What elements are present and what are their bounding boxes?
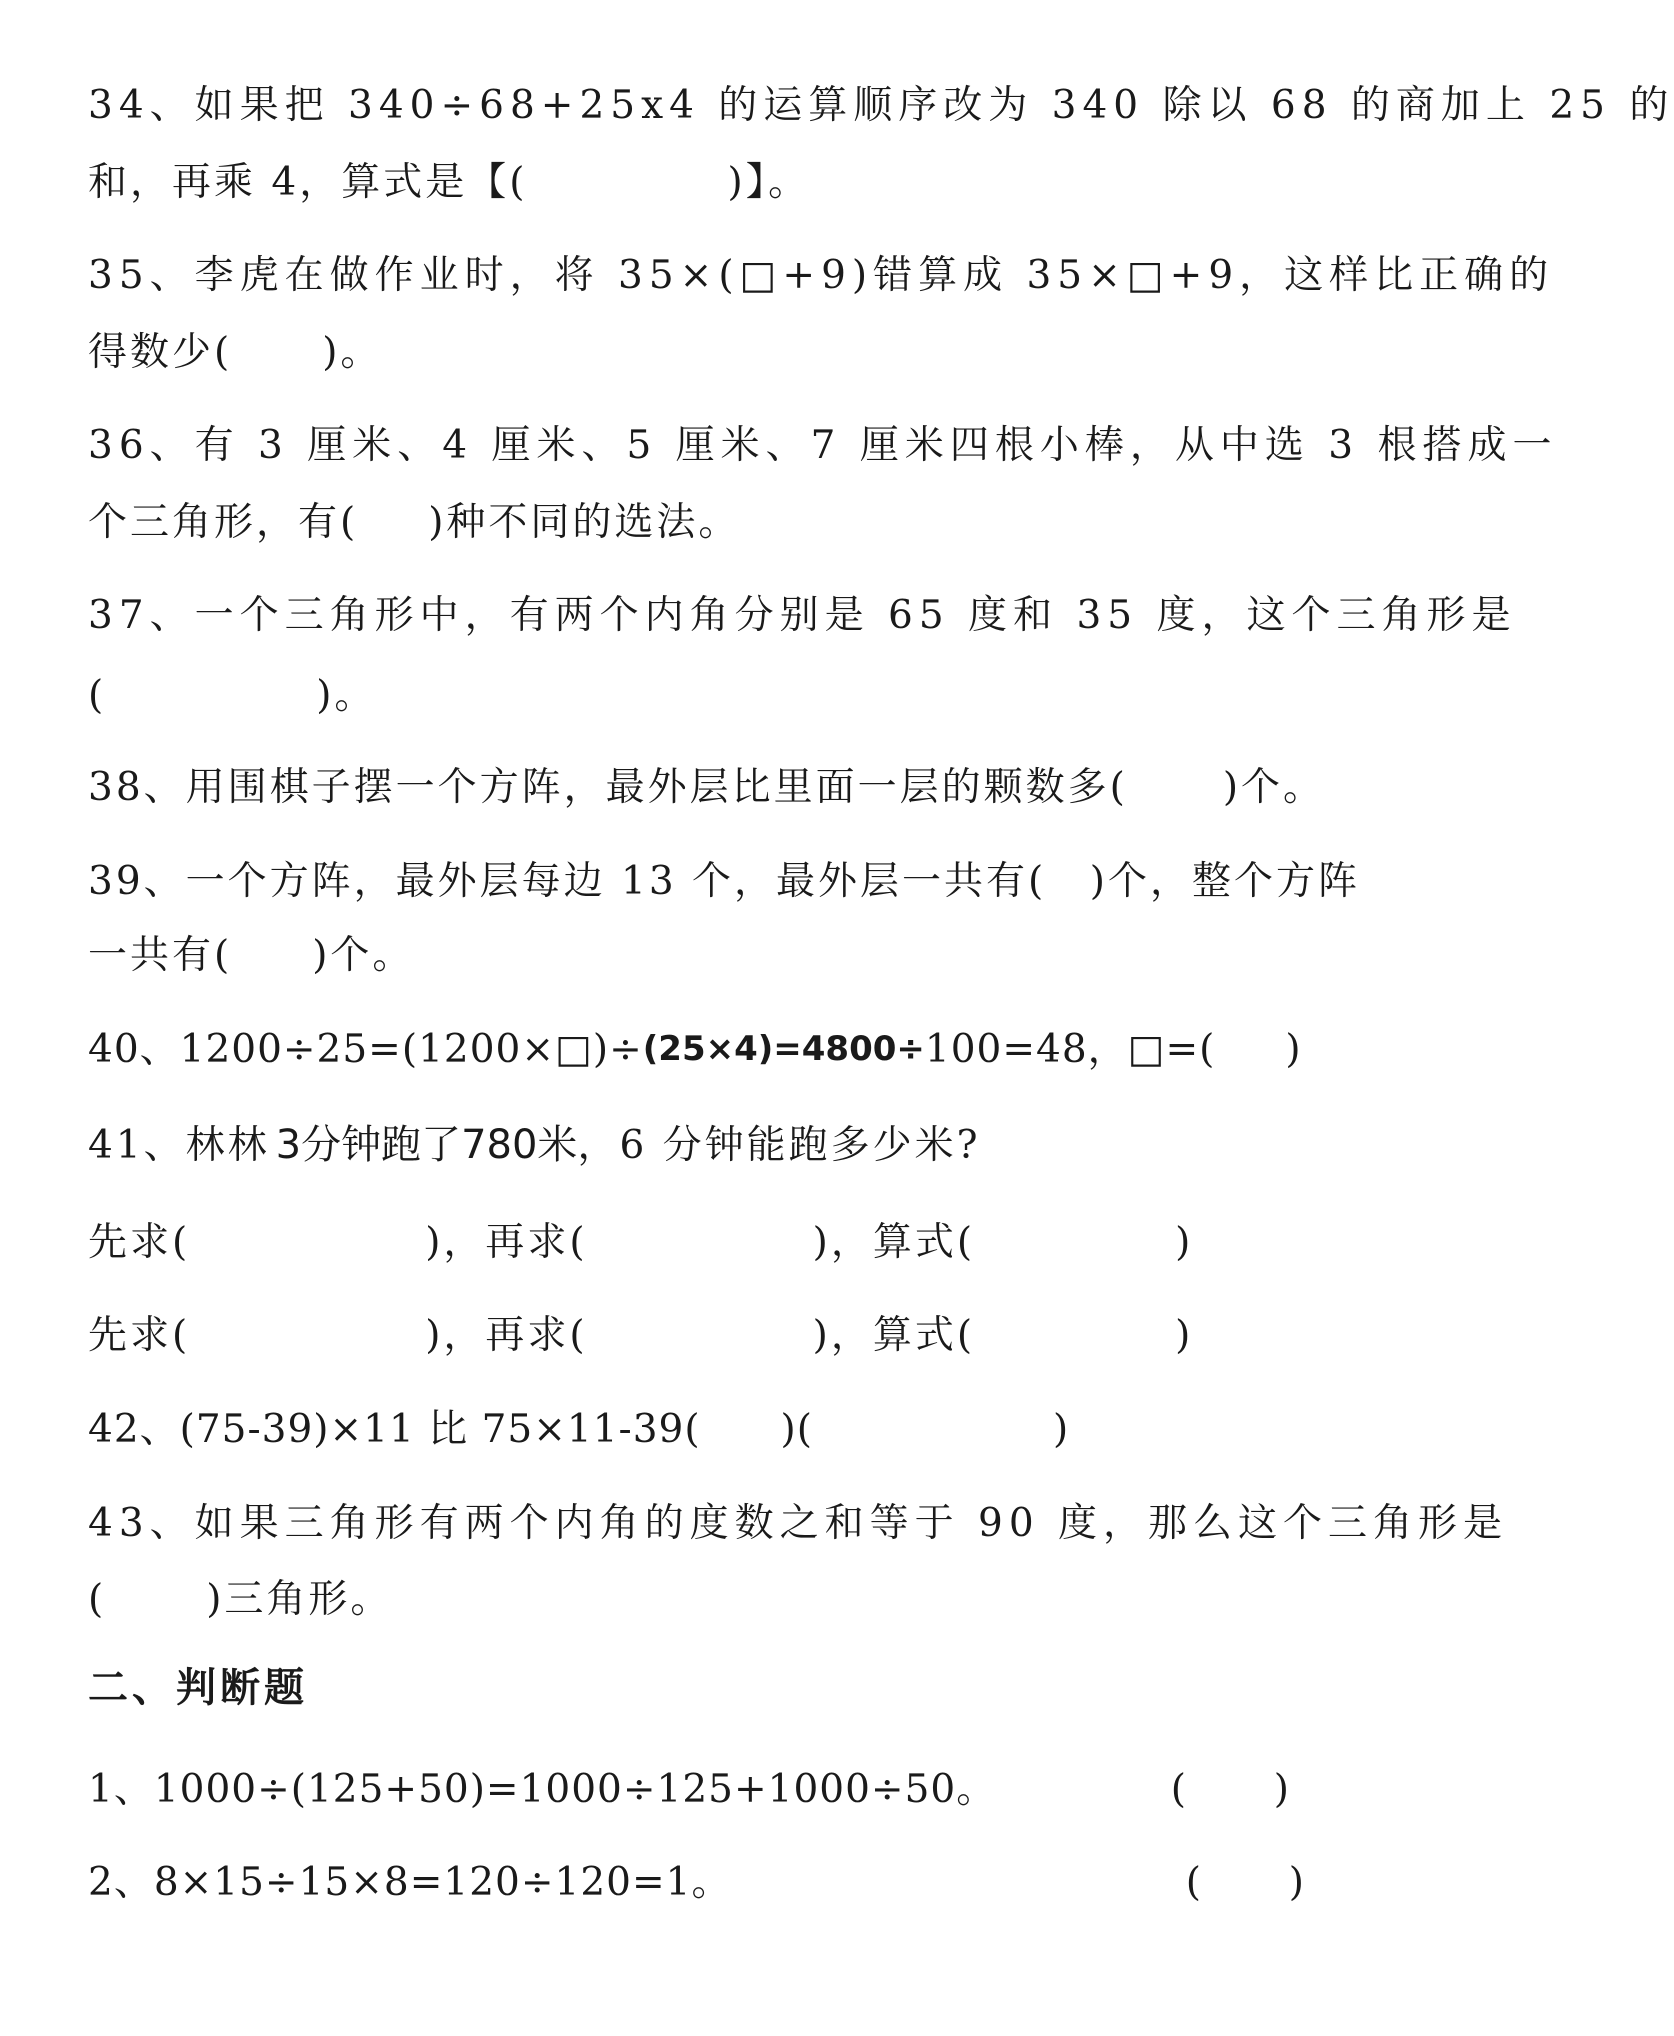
row2-formula-label: )，算式(: [812, 1312, 976, 1358]
question-39-text-c: 一共有(: [88, 932, 233, 978]
question-39-text-d: )个。: [312, 932, 415, 978]
question-41-middle: 3分钟跑了780米: [275, 1122, 578, 1168]
question-37-text-b: )。: [316, 672, 377, 718]
row1-first-label: 先求(: [88, 1219, 191, 1265]
question-36-text-a: 个三角形，有(: [88, 499, 359, 545]
row2-end: ): [1175, 1312, 1194, 1358]
tf2-answer-box[interactable]: [1185, 1859, 1305, 1905]
question-40-text-b: (25×4)=4800÷: [642, 1029, 925, 1069]
row2-then-label: )，再求(: [425, 1312, 588, 1358]
question-35-text-b: )。: [322, 329, 383, 375]
question-36-text: 36、有 3 厘米、4 厘米、5 厘米、7 厘米四根小棒，从中选 3 根搭成一: [88, 422, 1558, 468]
question-36-line-1: [88, 418, 1558, 472]
question-34-text-b: )】。: [727, 159, 811, 205]
true-false-item-1: [88, 1762, 1360, 1816]
question-41-suffix: ，6 分钟能跑多少米?: [577, 1122, 981, 1168]
question-35-text-a: 得数少(: [88, 329, 233, 375]
question-37-line-1: [88, 588, 1517, 642]
question-39-line-1: [88, 854, 1360, 908]
question-43-text-a: (: [88, 1576, 107, 1622]
tf2-statement: 2、8×15÷15×8=120÷120=1。: [88, 1859, 732, 1905]
tf2-paren-close: ): [1288, 1859, 1305, 1905]
question-34-line-1: [88, 78, 1674, 132]
question-41-line: [88, 1118, 1360, 1172]
question-35-line-2: [88, 325, 1360, 379]
question-37-text: 37、一个三角形中，有两个内角分别是 65 度和 35 度，这个三角形是: [88, 592, 1517, 638]
question-39-line-2: [88, 928, 1360, 982]
row1-then-label: )，再求(: [425, 1219, 588, 1265]
question-34-text: 34、如果把 340÷68+25x4 的运算顺序改为 340 除以 68 的商加上 25 的: [88, 82, 1674, 128]
tf1-answer-box[interactable]: [1170, 1766, 1290, 1812]
true-false-item-2: [88, 1855, 1360, 1909]
question-42-text-a: 42、(75-39)×11 比 75×11-39(: [88, 1406, 701, 1452]
question-41-row-2: [88, 1308, 1360, 1362]
question-42-line: [88, 1402, 1360, 1456]
question-39-text-a: 39、一个方阵，最外层每边 13 个，最外层一共有(: [88, 858, 1047, 904]
question-38-line-1: [88, 760, 1360, 814]
question-43-line-2: [88, 1572, 1360, 1626]
question-43-text: 43、如果三角形有两个内角的度数之和等于 90 度，那么这个三角形是: [88, 1500, 1509, 1546]
section-heading-true-false: 二、判断题: [88, 1665, 308, 1711]
question-40-text-d: ): [1285, 1026, 1302, 1072]
tf1-paren-open: (: [1170, 1766, 1187, 1812]
question-40-text-c: 100=48，□=(: [924, 1026, 1216, 1072]
question-36-text-b: )种不同的选法。: [428, 499, 741, 545]
row1-formula-label: )，算式(: [812, 1219, 976, 1265]
question-38-text-a: 38、用围棋子摆一个方阵，最外层比里面一层的颗数多(: [88, 764, 1128, 810]
question-34-line-2: [88, 155, 1360, 209]
question-34-text-a: 和，再乘 4，算式是【(: [88, 159, 528, 205]
question-42-text-b: )(: [780, 1406, 813, 1452]
question-40-line: [88, 1022, 1360, 1076]
question-39-text-b: )个，整个方阵: [1089, 858, 1360, 904]
question-43-line-1: [88, 1496, 1509, 1550]
question-41-prefix: 41、林林: [88, 1122, 270, 1168]
question-35-text: 35、李虎在做作业时，将 35×(□+9)错算成 35×□+9，这样比正确的: [88, 252, 1555, 298]
question-41-row-1: [88, 1215, 1360, 1269]
question-38-text-b: )个。: [1222, 764, 1326, 810]
question-36-line-2: [88, 495, 1360, 549]
question-42-text-c: ): [1052, 1406, 1070, 1452]
question-37-line-2: [88, 668, 1360, 722]
tf1-paren-close: ): [1273, 1766, 1290, 1812]
question-37-text-a: (: [88, 672, 107, 718]
tf2-paren-open: (: [1185, 1859, 1202, 1905]
tf1-statement: 1、1000÷(125+50)=1000÷125+1000÷50。: [88, 1766, 997, 1812]
question-40-text-a: 40、1200÷25=(1200×□)÷: [88, 1026, 643, 1072]
row1-end: ): [1175, 1219, 1194, 1265]
question-43-text-b: )三角形。: [206, 1576, 393, 1622]
row2-first-label: 先求(: [88, 1312, 191, 1358]
question-35-line-1: [88, 248, 1555, 302]
